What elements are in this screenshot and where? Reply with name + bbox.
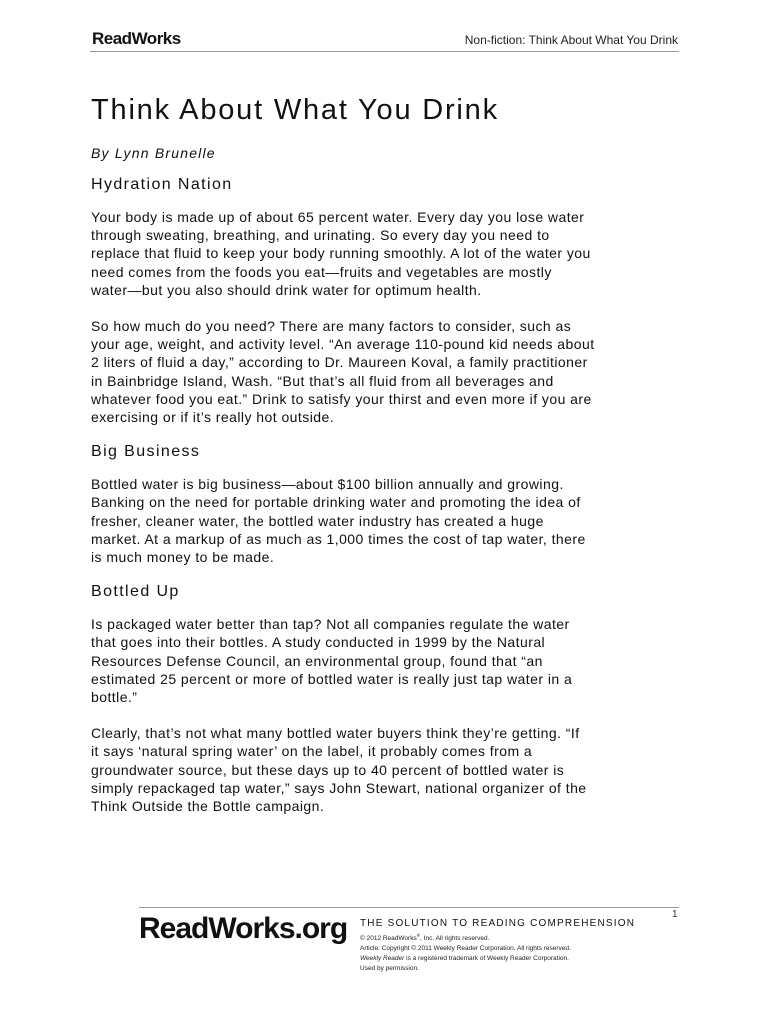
article-body (91, 92, 685, 815)
section-heading-hydration-nation: Hydration Nation (91, 176, 233, 193)
footer-tagline: THE SOLUTION TO READING COMPREHENSION (360, 918, 636, 929)
paragraph: So how much do you need? There are many factors to consider, such as your age, weight, and activity level. “An average 110-pound kid needs about 2 liters of fluid a day,” according to Dr. Maureen Koval, a family practitioner in Bainbridge Island, Wash. “But that’s all fluid from all beverages and whatever food you eat.” Drink to satisfy your thirst and even more if you are exercising or if it’s really hot outside. (91, 318, 595, 426)
header-logo: ReadWorks (92, 29, 181, 48)
footer-legal-text (360, 931, 571, 974)
paragraph: Clearly, that’s not what many bottled water buyers think they’re getting. “If it says ‘natural spring water’ on the label, it probably comes from a groundwater source, but these days up to 40 percent of bottled water is simply repackaged tap water,” says John Stewart, national organizer of the Think Outside the Bottle campaign. (91, 725, 587, 815)
permission-line: Used by permission. (360, 965, 419, 973)
section-heading-big-business: Big Business (91, 443, 201, 461)
footer-divider (139, 907, 679, 908)
paragraph: Is packaged water better than tap? Not all companies regulate the water that goes into their bottles. A study conducted in 1999 by the Natural Resources Defense Council, an environmental group, found that “an estimated 25 percent or more of bottled water is really just tap water in a bottle.” (91, 616, 573, 706)
section-heading-bottled-up: Bottled Up (91, 583, 180, 601)
header-subtitle: Non-fiction: Think About What You Drink (464, 33, 678, 47)
copyright-line: © 2012 ReadWorks®, Inc. All rights reserved. (360, 933, 490, 943)
paragraph: Bottled water is big business—about $100 billion annually and growing. Banking on the need for portable drinking water and promoting the idea of fresher, cleaner water, the bottled water industry has created a huge market. At a markup of as much as 1,000 times the cost of tap water, there is much money to be made. (91, 476, 586, 566)
article-title: Think About What You Drink (91, 94, 499, 126)
trademark-line: Weekly Reader is a registered trademark of Weekly Reader Corporation. (360, 955, 569, 963)
page-number: 1 (672, 909, 678, 920)
paragraph: Your body is made up of about 65 percent water. Every day you lose water through sweating, breathing, and urinating. So every day you need to replace that fluid to keep your body running smoothly. A lot of the water you need comes from the foods you eat—fruits and vegetables are mostly water—but you also should drink water for optimum health. (91, 209, 591, 298)
header-divider (90, 51, 679, 52)
article-copyright-line: Article: Copyright © 2011 Weekly Reader Corporation. All rights reserved. (360, 945, 571, 953)
footer-logo: ReadWorks.org (139, 912, 348, 945)
article-byline: By Lynn Brunelle (91, 145, 216, 161)
